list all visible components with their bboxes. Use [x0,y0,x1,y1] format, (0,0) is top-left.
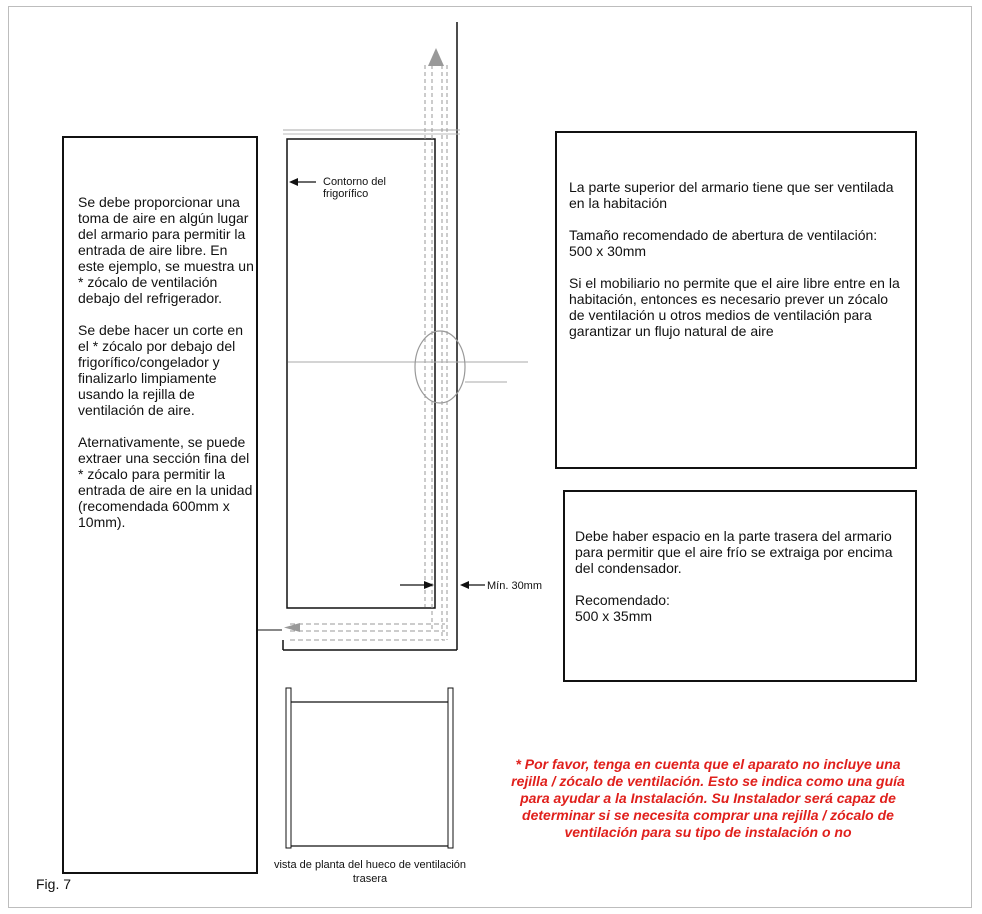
plan-view-drawing [286,688,453,848]
rear-paragraph-1: Debe haber espacio en la parte trasera del armario para permitir que el aire frío se extraiga por encima del condensador. [575,528,893,576]
top-paragraph-3: Si el mobiliario no permite que el aire libre entre en la habitación, entonces es necesario prever un zócalo de ventilación u otros medios de ventilación para garantizar un flujo natural de aire [569,275,900,339]
left-paragraph-3: Aternativamente, se puede extraer una sección fina del * zócalo para permitir la entrada de aire en la unidad (recomendada 600mm x 10mm). [78,434,253,530]
rear-clearance-box [563,490,917,682]
rear-recommended-size: 500 x 35mm [575,608,653,624]
left-instruction-box [62,136,258,874]
top-vent-size: 500 x 30mm [569,243,647,259]
top-paragraph-1: La parte superior del armario tiene que ser ventilada en la habitación [569,179,894,211]
gap-arrow-right [424,581,434,589]
rear-paragraph-2 [575,592,907,624]
fridge-outline-label: Contorno del frigorífico [323,176,386,200]
rear-recommended-label: Recomendado: [575,592,670,608]
gap-arrow-left [460,581,469,589]
outline-arrow [289,178,298,186]
warning-note: * Por favor, tenga en cuenta que el aparato no incluye una rejilla / zócalo de ventilación. Esto se indica como una guía para ayudar a la Instalación. Su Instalador será capaz de determinar si se necesita comprar una rejilla / zócalo de ventilación para su tipo de instalación o no [511,756,905,840]
left-paragraph-1: Se debe proporcionar una toma de aire en algún lugar del armario para permitir la entrada de aire libre. En este ejemplo, se muestra un * zócalo de ventilación debajo del refrigerador. [78,194,254,306]
min-gap-label: Mín. 30mm [487,580,543,592]
left-paragraph-2: Se debe hacer un corte en el * zócalo por debajo del frigorífico/congelador y finalizarlo limpiamente usando la rejilla de ventilación de aire. [78,322,244,418]
figure-label: Fig. 7 [36,876,72,892]
top-ventilation-box [555,131,917,469]
top-vent-label: Tamaño recomendado de abertura de ventilación: [569,227,878,243]
top-paragraph-2 [569,227,905,259]
plan-view-caption: vista de planta del hueco de ventilación trasera [273,859,467,885]
fridge-outline [287,139,435,608]
airflow-up-arrow [428,48,444,66]
